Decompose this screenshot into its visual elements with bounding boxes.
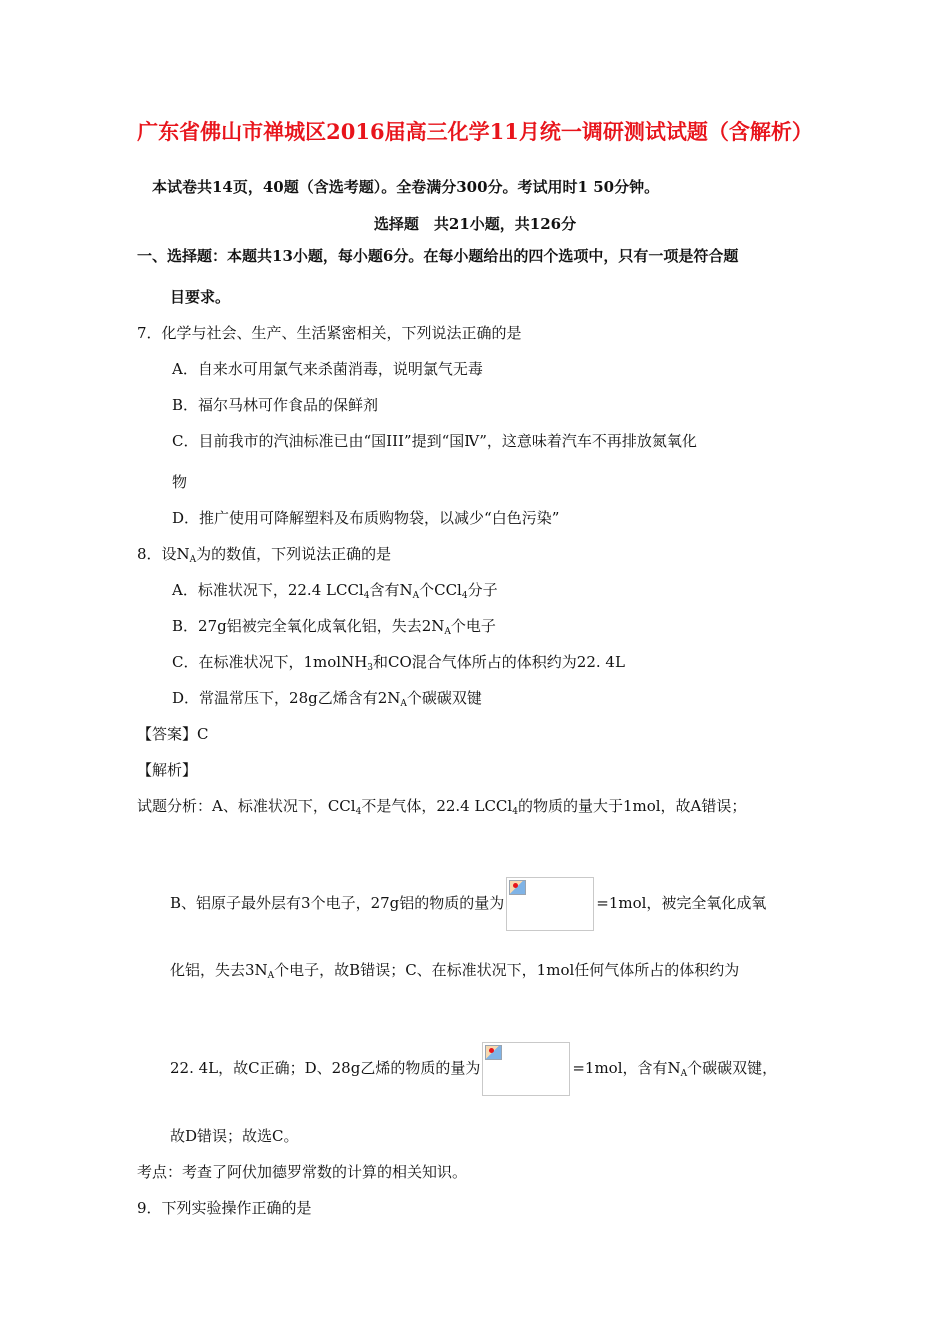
document-title: 广东省佛山市禅城区2016届高三化学11月统一调研测试试题（含解析） bbox=[137, 119, 813, 144]
analysis-line-5: 故D错误；故选C。 bbox=[170, 1127, 299, 1145]
section-heading: 选择题 共21小题，共126分 bbox=[373, 215, 577, 233]
answer-label: 【答案】C bbox=[137, 725, 209, 743]
question-8-stem: 8．设$N_A$为的数值，下列说法正确的是 bbox=[137, 545, 392, 565]
analysis-line-3: 化铝，失去$3N_A$个电子，故B错误；C、在标准状况下，1mol任何气体所占的体积约为 bbox=[170, 961, 740, 981]
analysis-line-4: 22. 4L，故C正确；D、28g乙烯的物质的量为 =1mol，含有$N_A$个碳碳双键， bbox=[170, 1041, 777, 1096]
question-8-option-c: C．在标准状况下，1molNH$_3$和CO混合气体所占的体积约为22. 4L bbox=[172, 653, 625, 673]
broken-image-icon bbox=[509, 880, 526, 895]
analysis-line-2: B、铝原子最外层有3个电子，27g铝的物质的量为 =1mol，被完全氧化成氧 bbox=[170, 876, 766, 931]
question-7-option-b: B．福尔马林可作食品的保鲜剂 bbox=[172, 396, 379, 414]
question-7-stem: 7．化学与社会、生产、生活紧密相关，下列说法正确的是 bbox=[137, 324, 522, 342]
analysis-line-1: 试题分析：A、标准状况下，CCl$_4$不是气体，22.4 LCCl$_4$的物质的量大于1mol，故A错误； bbox=[137, 797, 747, 817]
broken-image-icon bbox=[485, 1045, 502, 1060]
question-8-option-b: B．27g铝被完全氧化成氧化铝，失去$2N_A$个电子 bbox=[172, 617, 496, 637]
question-7-option-c-line2: 物 bbox=[172, 473, 188, 491]
question-8-option-a: A．标准状况下，22.4 LCCl$_4$含有$N_A$个CCl$_4$分子 bbox=[172, 581, 498, 601]
formula-image-placeholder bbox=[482, 1042, 570, 1096]
question-7-option-d: D．推广使用可降解塑料及布质购物袋，以减少“白色污染” bbox=[172, 509, 560, 527]
exam-intro: 本试卷共14页，40题（含选考题）。全卷满分300分。考试用时1 50分钟。 bbox=[152, 178, 660, 196]
part-instructions-line1: 一、选择题：本题共13小题，每小题6分。在每小题给出的四个选项中，只有一项是符合题 bbox=[137, 247, 739, 265]
question-7-option-c-line1: C．目前我市的汽油标准已由“国III”提到“国Ⅳ”，这意味着汽车不再排放氮氧化 bbox=[172, 432, 697, 450]
key-point: 考点：考查了阿伏加德罗常数的计算的相关知识。 bbox=[137, 1163, 468, 1181]
question-9-stem: 9．下列实验操作正确的是 bbox=[137, 1199, 312, 1217]
part-instructions-line2: 目要求。 bbox=[170, 288, 231, 306]
analysis-label: 【解析】 bbox=[137, 761, 198, 779]
question-7-option-a: A．自来水可用氯气来杀菌消毒，说明氯气无毒 bbox=[172, 360, 483, 378]
formula-image-placeholder bbox=[506, 877, 594, 931]
question-8-option-d: D．常温常压下，28g乙烯含有$2N_A$个碳碳双键 bbox=[172, 689, 482, 709]
